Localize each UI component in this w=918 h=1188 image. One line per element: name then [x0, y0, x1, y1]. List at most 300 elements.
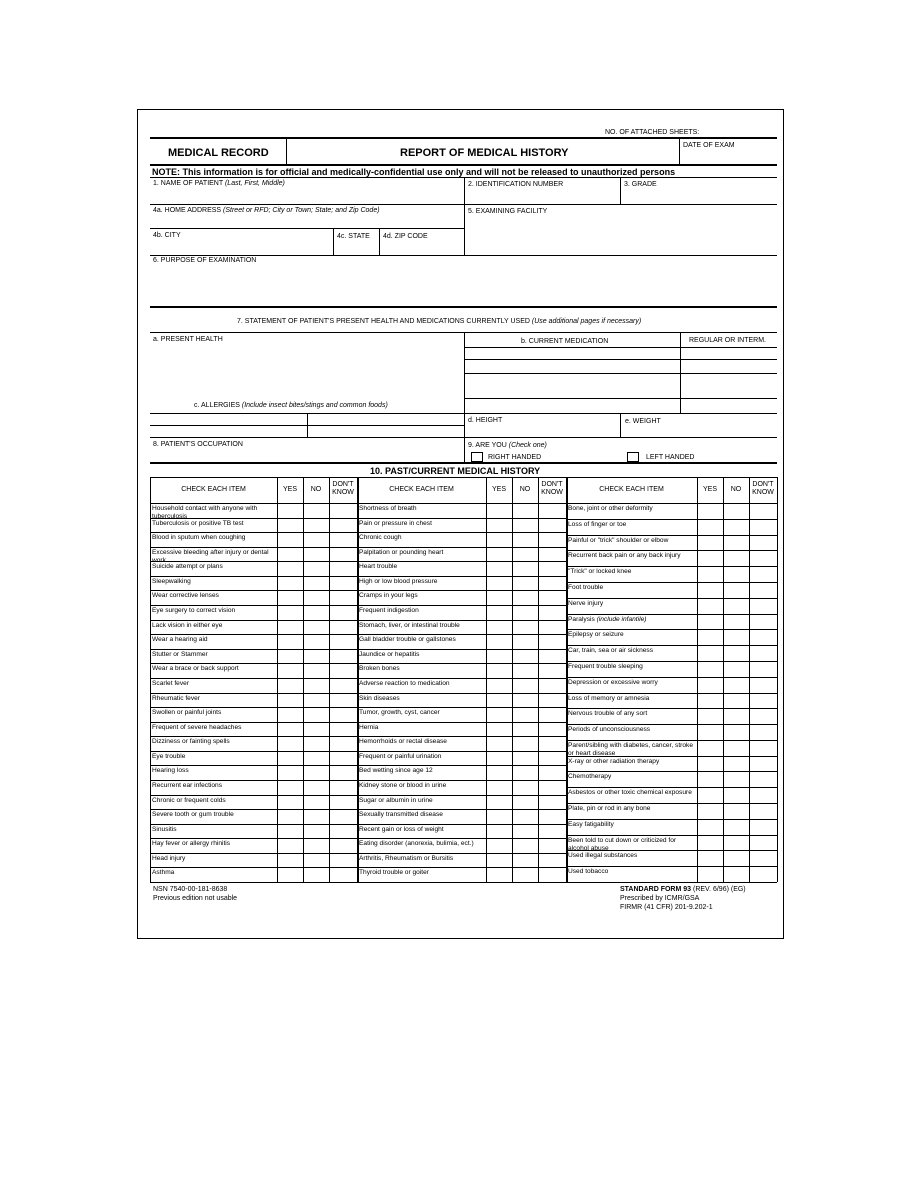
history-item-label: Blood in sputum when coughing [152, 534, 246, 542]
divider [150, 228, 464, 229]
history-dont-know-cell[interactable] [330, 591, 356, 604]
medication-row[interactable] [464, 373, 777, 374]
history-item-label: Asbestos or other toxic chemical exposure [568, 789, 692, 797]
history-no-cell[interactable] [724, 599, 748, 613]
present-health-field-label[interactable]: a. PRESENT HEALTH [153, 336, 223, 343]
history-yes-cell[interactable] [278, 694, 302, 707]
history-no-cell[interactable] [724, 646, 748, 660]
history-yes-cell[interactable] [487, 810, 511, 823]
history-dont-know-cell[interactable] [750, 867, 776, 881]
history-no-cell[interactable] [304, 621, 328, 634]
history-dont-know-cell[interactable] [539, 766, 565, 779]
id-number-field-label[interactable]: 2. IDENTIFICATION NUMBER [468, 181, 564, 188]
history-yes-cell[interactable] [698, 630, 722, 644]
history-no-cell[interactable] [513, 606, 537, 619]
history-no-cell[interactable] [724, 820, 748, 834]
history-no-cell[interactable] [724, 851, 748, 865]
home-address-field-label[interactable]: 4a. HOME ADDRESS (Street or RFD; City or Town; State; and Zip Code) [153, 207, 380, 214]
history-dont-know-cell[interactable] [750, 694, 776, 708]
history-no-cell[interactable] [724, 757, 748, 771]
history-yes-cell[interactable] [278, 548, 302, 561]
history-no-cell[interactable] [513, 664, 537, 677]
history-dont-know-cell[interactable] [539, 796, 565, 809]
history-no-cell[interactable] [513, 810, 537, 823]
history-dont-know-cell[interactable] [330, 854, 356, 867]
history-yes-cell[interactable] [278, 591, 302, 604]
history-item-label: Broken bones [359, 665, 400, 673]
medication-row[interactable] [464, 398, 777, 399]
history-no-cell[interactable] [513, 577, 537, 590]
history-yes-cell[interactable] [487, 635, 511, 648]
history-yes-cell[interactable] [698, 694, 722, 708]
history-yes-cell[interactable] [698, 804, 722, 818]
history-yes-cell[interactable] [278, 606, 302, 619]
history-yes-cell[interactable] [487, 854, 511, 867]
history-no-cell[interactable] [304, 723, 328, 736]
history-no-cell[interactable] [513, 723, 537, 736]
history-dont-know-cell[interactable] [539, 839, 565, 852]
history-yes-cell[interactable] [278, 752, 302, 765]
history-dont-know-cell[interactable] [750, 741, 776, 755]
history-no-cell[interactable] [724, 709, 748, 723]
medication-row[interactable] [464, 359, 777, 360]
history-no-cell[interactable] [513, 650, 537, 663]
history-no-cell[interactable] [513, 548, 537, 561]
history-yes-cell[interactable] [278, 766, 302, 779]
col-header-dont-know: KNOW [541, 489, 563, 496]
history-no-cell[interactable] [513, 679, 537, 692]
col-header-yes: YES [282, 486, 297, 493]
history-yes-cell[interactable] [698, 646, 722, 660]
history-no-cell[interactable] [724, 678, 748, 692]
history-dont-know-cell[interactable] [539, 854, 565, 867]
history-item-label: Bed wetting since age 12 [359, 767, 433, 775]
history-dont-know-cell[interactable] [330, 664, 356, 677]
regular-interm-label: REGULAR OR INTERM. [689, 337, 767, 344]
history-yes-cell[interactable] [487, 708, 511, 721]
history-dont-know-cell[interactable] [750, 567, 776, 581]
history-no-cell[interactable] [724, 725, 748, 739]
history-yes-cell[interactable] [278, 679, 302, 692]
history-yes-cell[interactable] [487, 766, 511, 779]
history-no-cell[interactable] [304, 664, 328, 677]
history-yes-cell[interactable] [278, 723, 302, 736]
history-no-cell[interactable] [304, 504, 328, 517]
history-no-cell[interactable] [513, 562, 537, 575]
history-no-cell[interactable] [724, 520, 748, 534]
history-yes-cell[interactable] [698, 772, 722, 786]
current-medication-label: b. CURRENT MEDICATION [521, 338, 609, 345]
history-item-label: Chronic or frequent colds [152, 796, 226, 804]
history-yes-cell[interactable] [487, 737, 511, 750]
history-no-cell[interactable] [724, 551, 748, 565]
history-no-cell[interactable] [513, 825, 537, 838]
history-no-cell[interactable] [724, 615, 748, 629]
history-dont-know-cell[interactable] [539, 723, 565, 736]
history-dont-know-cell[interactable] [330, 766, 356, 779]
history-dont-know-cell[interactable] [539, 606, 565, 619]
history-yes-cell[interactable] [487, 621, 511, 634]
history-dont-know-cell[interactable] [330, 839, 356, 852]
divider [620, 177, 621, 204]
history-item-label: Asthma [152, 869, 175, 877]
history-dont-know-cell[interactable] [750, 551, 776, 565]
history-no-cell[interactable] [304, 591, 328, 604]
col-header-yes: YES [702, 486, 717, 493]
history-no-cell[interactable] [724, 662, 748, 676]
history-dont-know-cell[interactable] [539, 562, 565, 575]
history-no-cell[interactable] [304, 708, 328, 721]
history-no-cell[interactable] [724, 867, 748, 881]
history-item-label: Hearing loss [152, 767, 189, 775]
history-item-label: Nerve injury [568, 599, 604, 607]
state-field-label[interactable]: 4c. STATE [337, 233, 370, 240]
history-no-cell[interactable] [304, 562, 328, 575]
history-dont-know-cell[interactable] [750, 536, 776, 550]
history-dont-know-cell[interactable] [539, 548, 565, 561]
history-dont-know-cell[interactable] [750, 646, 776, 660]
history-no-cell[interactable] [304, 766, 328, 779]
history-dont-know-cell[interactable] [750, 836, 776, 850]
history-dont-know-cell[interactable] [330, 737, 356, 750]
history-yes-cell[interactable] [278, 533, 302, 546]
history-yes-cell[interactable] [487, 825, 511, 838]
right-handed-label: RIGHT HANDED [488, 454, 542, 461]
history-dont-know-cell[interactable] [539, 664, 565, 677]
history-yes-cell[interactable] [487, 606, 511, 619]
history-yes-cell[interactable] [278, 635, 302, 648]
history-item-label: Frequent of severe headaches [152, 723, 242, 731]
history-dont-know-cell[interactable] [750, 504, 776, 518]
history-no-cell[interactable] [724, 536, 748, 550]
history-no-cell[interactable] [304, 679, 328, 692]
history-yes-cell[interactable] [487, 664, 511, 677]
history-no-cell[interactable] [513, 766, 537, 779]
history-no-cell[interactable] [513, 708, 537, 721]
history-no-cell[interactable] [513, 504, 537, 517]
weight-field-label[interactable]: e. WEIGHT [625, 418, 661, 425]
history-dont-know-cell[interactable] [330, 708, 356, 721]
history-no-cell[interactable] [304, 854, 328, 867]
history-no-cell[interactable] [513, 737, 537, 750]
history-yes-cell[interactable] [487, 562, 511, 575]
history-dont-know-cell[interactable] [330, 679, 356, 692]
history-item-label: Eye trouble [152, 752, 186, 760]
history-dont-know-cell[interactable] [750, 599, 776, 613]
history-no-cell[interactable] [304, 825, 328, 838]
history-yes-cell[interactable] [698, 709, 722, 723]
allergies-row[interactable] [150, 425, 464, 426]
history-dont-know-cell[interactable] [750, 662, 776, 676]
history-no-cell[interactable] [513, 591, 537, 604]
previous-edition-label: Previous edition not usable [153, 895, 238, 902]
examining-facility-field-label[interactable]: 5. EXAMINING FACILITY [468, 208, 548, 215]
history-dont-know-cell[interactable] [750, 804, 776, 818]
history-yes-cell[interactable] [487, 752, 511, 765]
history-item-label: Suicide attempt or plans [152, 563, 223, 571]
history-dont-know-cell[interactable] [330, 621, 356, 634]
history-dont-know-cell[interactable] [539, 504, 565, 517]
prescribed-label: Prescribed by ICMR/GSA [620, 895, 700, 902]
divider [150, 164, 777, 166]
history-dont-know-cell[interactable] [750, 520, 776, 534]
history-yes-cell[interactable] [698, 615, 722, 629]
history-no-cell[interactable] [304, 519, 328, 532]
history-no-cell[interactable] [304, 635, 328, 648]
history-yes-cell[interactable] [278, 737, 302, 750]
history-yes-cell[interactable] [278, 825, 302, 838]
occupation-field-label[interactable]: 8. PATIENT'S OCCUPATION [153, 441, 243, 448]
history-dont-know-cell[interactable] [330, 694, 356, 707]
history-dont-know-cell[interactable] [330, 577, 356, 590]
right-handed-checkbox[interactable] [471, 452, 483, 462]
history-dont-know-cell[interactable] [539, 650, 565, 663]
history-dont-know-cell[interactable] [750, 709, 776, 723]
left-handed-label: LEFT HANDED [646, 454, 695, 461]
history-item-label: Severe tooth or gum trouble [152, 811, 234, 819]
history-no-cell[interactable] [724, 741, 748, 755]
history-yes-cell[interactable] [487, 519, 511, 532]
history-no-cell[interactable] [513, 839, 537, 852]
history-no-cell[interactable] [304, 781, 328, 794]
history-yes-cell[interactable] [487, 839, 511, 852]
history-dont-know-cell[interactable] [539, 868, 565, 881]
history-yes-cell[interactable] [278, 810, 302, 823]
history-item-label: Dizziness or fainting spells [152, 738, 230, 746]
history-dont-know-cell[interactable] [330, 650, 356, 663]
history-dont-know-cell[interactable] [750, 583, 776, 597]
col-header-no: NO [519, 486, 531, 493]
history-no-cell[interactable] [304, 810, 328, 823]
history-item-label: Chronic cough [359, 534, 402, 542]
history-yes-cell[interactable] [698, 520, 722, 534]
history-item-label: Sugar or albumin in urine [359, 796, 433, 804]
history-dont-know-cell[interactable] [539, 635, 565, 648]
history-dont-know-cell[interactable] [750, 820, 776, 834]
history-dont-know-cell[interactable] [750, 772, 776, 786]
history-yes-cell[interactable] [278, 839, 302, 852]
history-dont-know-cell[interactable] [330, 606, 356, 619]
history-dont-know-cell[interactable] [330, 868, 356, 881]
history-no-cell[interactable] [304, 650, 328, 663]
history-item-label: Rheumatic fever [152, 694, 201, 702]
history-dont-know-cell[interactable] [750, 678, 776, 692]
history-dont-know-cell[interactable] [330, 533, 356, 546]
history-dont-know-cell[interactable] [539, 708, 565, 721]
history-item-label: X-ray or other radiation therapy [568, 757, 660, 765]
history-yes-cell[interactable] [278, 562, 302, 575]
history-no-cell[interactable] [513, 694, 537, 707]
divider [464, 177, 465, 204]
history-yes-cell[interactable] [487, 548, 511, 561]
history-item-label: Adverse reaction to medication [359, 679, 450, 687]
history-dont-know-cell[interactable] [539, 694, 565, 707]
history-dont-know-cell[interactable] [539, 679, 565, 692]
divider [333, 228, 334, 255]
history-no-cell[interactable] [724, 630, 748, 644]
history-no-cell[interactable] [513, 519, 537, 532]
history-yes-cell[interactable] [698, 599, 722, 613]
history-no-cell[interactable] [304, 737, 328, 750]
history-no-cell[interactable] [304, 868, 328, 881]
history-dont-know-cell[interactable] [539, 519, 565, 532]
history-dont-know-cell[interactable] [539, 781, 565, 794]
history-yes-cell[interactable] [698, 551, 722, 565]
history-yes-cell[interactable] [487, 694, 511, 707]
history-no-cell[interactable] [304, 752, 328, 765]
history-no-cell[interactable] [724, 583, 748, 597]
height-field-label[interactable]: d. HEIGHT [468, 417, 503, 424]
history-item-label: "Trick" or locked knee [568, 568, 632, 576]
purpose-field-label[interactable]: 6. PURPOSE OF EXAMINATION [153, 257, 257, 264]
history-dont-know-cell[interactable] [330, 825, 356, 838]
statement-label: 7. STATEMENT OF PATIENT'S PRESENT HEALTH AND MEDICATIONS CURRENTLY USED (Use additional pages if necessary) [237, 318, 642, 325]
history-yes-cell[interactable] [487, 650, 511, 663]
history-dont-know-cell[interactable] [330, 548, 356, 561]
history-yes-cell[interactable] [278, 664, 302, 677]
report-title: REPORT OF MEDICAL HISTORY [400, 147, 569, 159]
history-no-cell[interactable] [724, 504, 748, 518]
history-dont-know-cell[interactable] [330, 519, 356, 532]
history-yes-cell[interactable] [278, 504, 302, 517]
history-dont-know-cell[interactable] [539, 810, 565, 823]
history-yes-cell[interactable] [487, 577, 511, 590]
history-no-cell[interactable] [513, 533, 537, 546]
history-yes-cell[interactable] [698, 820, 722, 834]
history-yes-cell[interactable] [698, 741, 722, 755]
history-yes-cell[interactable] [278, 621, 302, 634]
history-yes-cell[interactable] [487, 533, 511, 546]
history-yes-cell[interactable] [698, 536, 722, 550]
history-yes-cell[interactable] [487, 723, 511, 736]
history-dont-know-cell[interactable] [539, 752, 565, 765]
history-dont-know-cell[interactable] [330, 635, 356, 648]
history-dont-know-cell[interactable] [539, 825, 565, 838]
history-dont-know-cell[interactable] [539, 737, 565, 750]
history-yes-cell[interactable] [698, 678, 722, 692]
history-item-label: Nervous trouble of any sort [568, 710, 648, 718]
history-no-cell[interactable] [724, 694, 748, 708]
history-dont-know-cell[interactable] [750, 851, 776, 865]
history-yes-cell[interactable] [278, 708, 302, 721]
zip-field-label[interactable]: 4d. ZIP CODE [383, 233, 428, 240]
history-dont-know-cell[interactable] [750, 615, 776, 629]
history-dont-know-cell[interactable] [539, 621, 565, 634]
history-no-cell[interactable] [304, 548, 328, 561]
allergies-field-label[interactable]: c. ALLERGIES (Include insect bites/stings and common foods) [194, 402, 388, 409]
history-no-cell[interactable] [724, 788, 748, 802]
grade-field-label[interactable]: 3. GRADE [624, 181, 657, 188]
history-dont-know-cell[interactable] [750, 725, 776, 739]
history-no-cell[interactable] [304, 796, 328, 809]
history-item-label: Excessive bleeding after injury or dental work [152, 548, 269, 564]
history-yes-cell[interactable] [698, 725, 722, 739]
history-yes-cell[interactable] [698, 662, 722, 676]
medical-record-title: MEDICAL RECORD [168, 147, 269, 159]
history-yes-cell[interactable] [487, 504, 511, 517]
history-no-cell[interactable] [724, 804, 748, 818]
history-dont-know-cell[interactable] [330, 504, 356, 517]
history-dont-know-cell[interactable] [330, 781, 356, 794]
history-yes-cell[interactable] [487, 591, 511, 604]
left-handed-checkbox[interactable] [627, 452, 639, 462]
history-yes-cell[interactable] [487, 679, 511, 692]
history-dont-know-cell[interactable] [539, 591, 565, 604]
history-yes-cell[interactable] [698, 567, 722, 581]
history-dont-know-cell[interactable] [539, 577, 565, 590]
history-item-label: Gall bladder trouble or gallstones [359, 636, 456, 644]
history-yes-cell[interactable] [487, 796, 511, 809]
history-no-cell[interactable] [304, 606, 328, 619]
col-header-dont-know: KNOW [332, 489, 354, 496]
medication-row[interactable] [464, 347, 777, 348]
history-item-label: Recent gain or loss of weight [359, 825, 444, 833]
history-no-cell[interactable] [513, 781, 537, 794]
history-no-cell[interactable] [724, 567, 748, 581]
history-yes-cell[interactable] [278, 577, 302, 590]
history-item-label: Stomach, liver, or intestinal trouble [359, 621, 460, 629]
history-yes-cell[interactable] [698, 504, 722, 518]
history-no-cell[interactable] [304, 694, 328, 707]
history-yes-cell[interactable] [278, 781, 302, 794]
history-no-cell[interactable] [724, 772, 748, 786]
history-no-cell[interactable] [513, 752, 537, 765]
history-dont-know-cell[interactable] [330, 796, 356, 809]
history-dont-know-cell[interactable] [330, 752, 356, 765]
history-dont-know-cell[interactable] [750, 630, 776, 644]
history-dont-know-cell[interactable] [330, 723, 356, 736]
history-item-label: Sinusitis [152, 825, 177, 833]
history-no-cell[interactable] [513, 796, 537, 809]
history-no-cell[interactable] [304, 839, 328, 852]
history-yes-cell[interactable] [698, 836, 722, 850]
history-yes-cell[interactable] [278, 868, 302, 881]
history-dont-know-cell[interactable] [330, 562, 356, 575]
name-field-label[interactable]: 1. NAME OF PATIENT (Last, First, Middle) [153, 180, 285, 187]
history-yes-cell[interactable] [698, 757, 722, 771]
history-dont-know-cell[interactable] [330, 810, 356, 823]
history-yes-cell[interactable] [698, 867, 722, 881]
history-yes-cell[interactable] [698, 583, 722, 597]
history-no-cell[interactable] [513, 854, 537, 867]
divider [150, 137, 777, 139]
history-item-label: Hernia [359, 723, 379, 731]
col-header-item: CHECK EACH ITEM [181, 486, 246, 493]
history-yes-cell[interactable] [698, 788, 722, 802]
divider [150, 306, 777, 308]
divider [150, 477, 777, 478]
divider [150, 503, 777, 504]
history-yes-cell[interactable] [278, 650, 302, 663]
history-yes-cell[interactable] [487, 781, 511, 794]
history-dont-know-cell[interactable] [750, 757, 776, 771]
history-dont-know-cell[interactable] [750, 788, 776, 802]
history-yes-cell[interactable] [487, 868, 511, 881]
history-no-cell[interactable] [304, 577, 328, 590]
history-yes-cell[interactable] [278, 854, 302, 867]
history-yes-cell[interactable] [698, 851, 722, 865]
history-no-cell[interactable] [513, 635, 537, 648]
history-no-cell[interactable] [513, 621, 537, 634]
history-dont-know-cell[interactable] [539, 533, 565, 546]
history-yes-cell[interactable] [278, 796, 302, 809]
history-no-cell[interactable] [513, 868, 537, 881]
history-no-cell[interactable] [724, 836, 748, 850]
city-field-label[interactable]: 4b. CITY [153, 232, 181, 239]
history-yes-cell[interactable] [278, 519, 302, 532]
history-no-cell[interactable] [304, 533, 328, 546]
history-item-label: Arthritis, Rheumatism or Bursitis [359, 854, 454, 862]
